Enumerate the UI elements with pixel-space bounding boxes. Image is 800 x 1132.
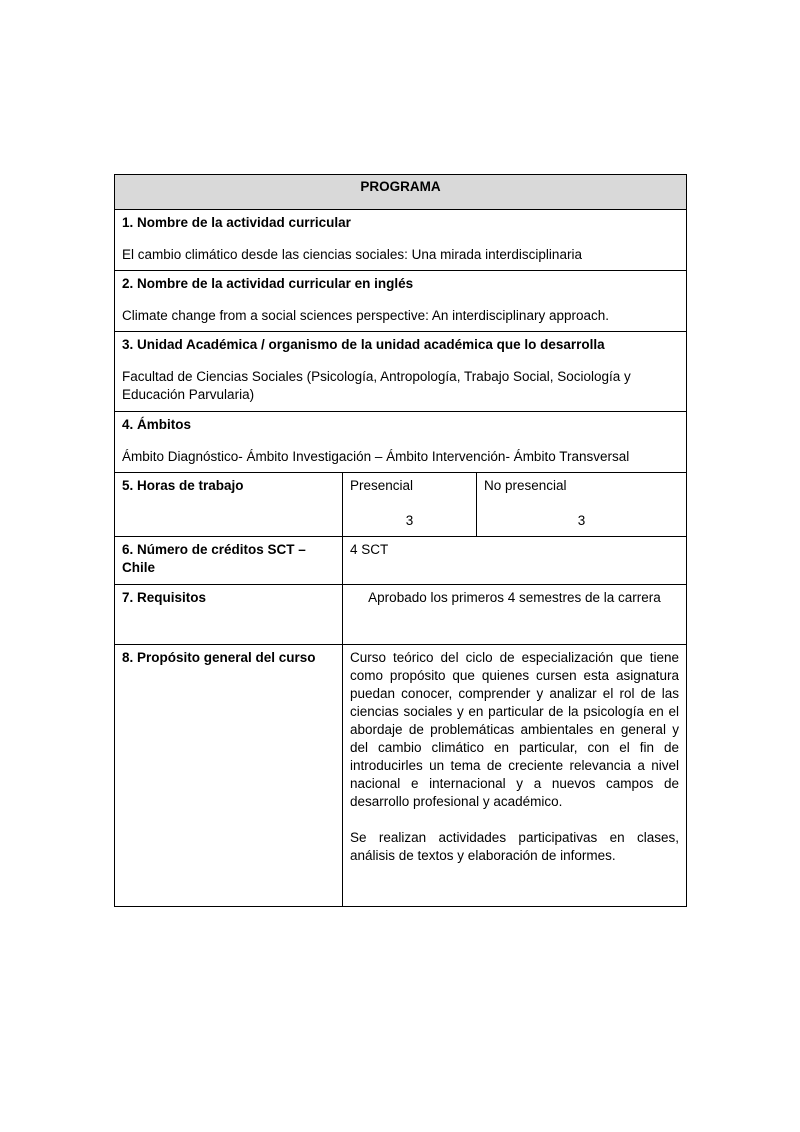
section-6-label: 6. Número de créditos SCT – Chile xyxy=(115,537,343,585)
section-1-value: El cambio climático desde las ciencias sociales: Una mirada interdisciplinaria xyxy=(122,247,582,262)
section-8-value xyxy=(343,645,687,907)
section-3-row xyxy=(115,332,687,412)
program-table xyxy=(114,174,687,907)
section-8-label: 8. Propósito general del curso xyxy=(115,645,343,907)
section-5-row xyxy=(115,473,687,537)
section-2-label: 2. Nombre de la actividad curricular en inglés xyxy=(122,276,414,291)
section-6-value: 4 SCT xyxy=(343,537,687,585)
section-8-paragraph-2: Se realizan actividades participativas en clases, análisis de textos y elaboración de informes. xyxy=(350,830,679,863)
section-2-row xyxy=(115,271,687,332)
section-5-label: 5. Horas de trabajo xyxy=(115,473,343,537)
no-presencial-label: No presencial xyxy=(484,478,567,493)
section-8-row xyxy=(115,645,687,907)
section-4-label: 4. Ámbitos xyxy=(122,417,192,432)
section-6-row xyxy=(115,537,687,585)
program-header: PROGRAMA xyxy=(115,175,687,210)
section-1-label: 1. Nombre de la actividad curricular xyxy=(122,215,351,230)
section-7-row xyxy=(115,585,687,645)
section-1-row xyxy=(115,210,687,271)
section-7-label: 7. Requisitos xyxy=(115,585,343,645)
no-presencial-value: 3 xyxy=(577,513,586,528)
section-4-row xyxy=(115,412,687,473)
section-3-value: Facultad de Ciencias Sociales (Psicología, Antropología, Trabajo Social, Sociología y Educación Parvularia) xyxy=(122,369,631,402)
presencial-label: Presencial xyxy=(350,478,414,493)
section-4-value: Ámbito Diagnóstico- Ámbito Investigación – Ámbito Intervención- Ámbito Transversal xyxy=(122,449,630,464)
presencial-cell xyxy=(343,473,477,537)
no-presencial-cell xyxy=(477,473,687,537)
section-2-value: Climate change from a social sciences perspective: An interdisciplinary approach. xyxy=(122,308,609,323)
presencial-value: 3 xyxy=(405,513,414,528)
section-3-label: 3. Unidad Académica / organismo de la unidad académica que lo desarrolla xyxy=(122,337,605,352)
section-8-paragraph-1: Curso teórico del ciclo de especialización que tiene como propósito que quienes cursen esta asignatura puedan conocer, comprender y analizar el rol de las ciencias sociales y en particular de la psicología en el abordaje de problemáticas ambientales en general y del cambio climático en particular, con el fin de introducirles un tema de creciente relevancia a nivel nacional e internacional y a nuevos campos de desarrollo profesional y académico. xyxy=(350,650,679,809)
section-7-value: Aprobado los primeros 4 semestres de la carrera xyxy=(343,585,687,645)
